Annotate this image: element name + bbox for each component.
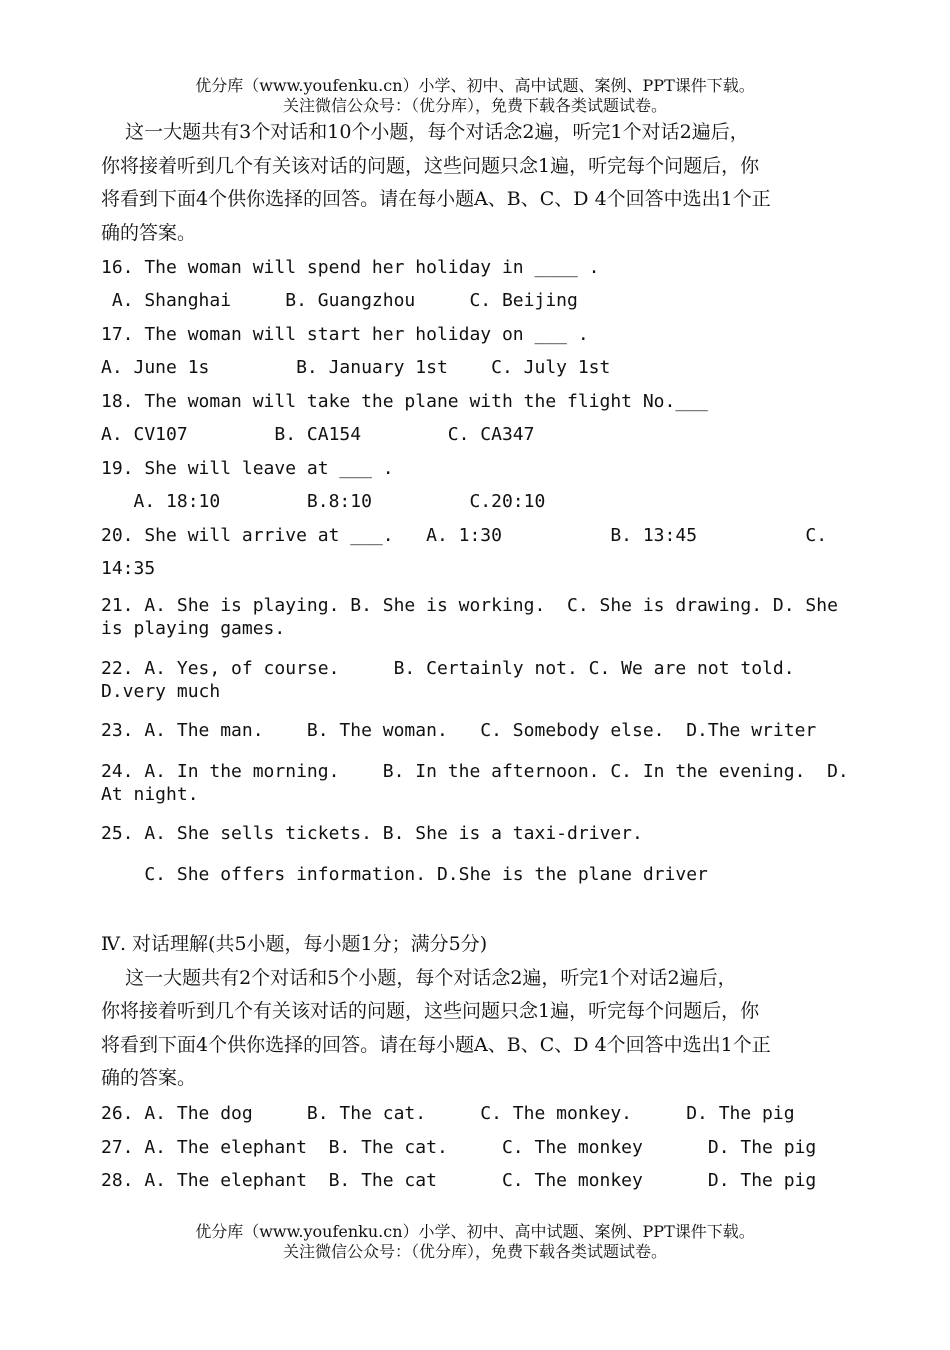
- page-header: [0, 76, 950, 116]
- question-21-line-1: 21. A. She is playing. B. She is working. C. She is drawing. D. She: [101, 595, 838, 616]
- question-23-line-1: 23. A. The man. B. The woman. C. Somebody else. D.The writer: [101, 720, 817, 741]
- footer-line-1: 优分库（www.youfenku.cn）小学、初中、高中试题、案例、PPT课件下载。: [195, 1222, 755, 1241]
- question-18-options: A. CV107 B. CA154 C. CA347: [101, 424, 535, 445]
- question-25-line-2: C. She offers information. D.She is the plane driver: [101, 864, 708, 885]
- section4-intro-line-2: 你将接着听到几个有关该对话的问题，这些问题只念1遍，听完每个问题后，你: [101, 1000, 760, 1022]
- section4-title: Ⅳ. 对话理解(共5小题，每小题1分；满分5分): [101, 933, 488, 955]
- question-21-line-2: is playing games.: [101, 618, 286, 639]
- question-22-line-2: D.very much: [101, 681, 221, 702]
- header-line-1: 优分库（www.youfenku.cn）小学、初中、高中试题、案例、PPT课件下载。: [195, 76, 755, 95]
- section3-intro-line-4: 确的答案。: [101, 222, 197, 244]
- question-28: 28. A. The elephant B. The cat C. The monkey D. The pig: [101, 1170, 817, 1191]
- question-24-line-2: At night.: [101, 784, 199, 805]
- question-20-line-1: 20. She will arrive at ___. A. 1:30 B. 13:45 C.: [101, 525, 828, 546]
- page-footer: [0, 1222, 950, 1262]
- question-18-stem: 18. The woman will take the plane with the flight No.___: [101, 391, 708, 412]
- header-line-2: 关注微信公众号：（优分库），免费下载各类试题试卷。: [282, 96, 667, 115]
- question-17-options: A. June 1s B. January 1st C. July 1st: [101, 357, 611, 378]
- section3-intro-line-3: 将看到下面4个供你选择的回答。请在每小题A、B、C、D 4个回答中选出1个正: [101, 188, 771, 210]
- question-16-stem: 16. The woman will spend her holiday in ____ .: [101, 257, 600, 278]
- section3-intro-line-1: 这一大题共有3个对话和10个小题，每个对话念2遍，听完1个对话2遍后，: [101, 121, 749, 143]
- question-25-line-1: 25. A. She sells tickets. B. She is a taxi-driver.: [101, 823, 643, 844]
- footer-line-2: 关注微信公众号：（优分库），免费下载各类试题试卷。: [282, 1242, 667, 1261]
- section4-intro-line-1: 这一大题共有2个对话和5个小题，每个对话念2遍，听完1个对话2遍后，: [101, 967, 737, 989]
- question-19-stem: 19. She will leave at ___ .: [101, 458, 394, 479]
- question-22-line-1: 22. A. Yes, of course. B. Certainly not. C. We are not told.: [101, 658, 795, 679]
- question-27: 27. A. The elephant B. The cat. C. The monkey D. The pig: [101, 1137, 817, 1158]
- question-16-options: A. Shanghai B. Guangzhou C. Beijing: [101, 290, 578, 311]
- question-26: 26. A. The dog B. The cat. C. The monkey. D. The pig: [101, 1103, 795, 1124]
- section3-intro-line-2: 你将接着听到几个有关该对话的问题，这些问题只念1遍，听完每个问题后，你: [101, 155, 760, 177]
- section4-intro-line-3: 将看到下面4个供你选择的回答。请在每小题A、B、C、D 4个回答中选出1个正: [101, 1034, 771, 1056]
- question-24-line-1: 24. A. In the morning. B. In the afternoon. C. In the evening. D.: [101, 761, 849, 782]
- section4-intro-line-4: 确的答案。: [101, 1067, 197, 1089]
- question-17-stem: 17. The woman will start her holiday on ___ .: [101, 324, 589, 345]
- question-20-line-2: 14:35: [101, 558, 156, 579]
- question-19-options: A. 18:10 B.8:10 C.20:10: [101, 491, 546, 512]
